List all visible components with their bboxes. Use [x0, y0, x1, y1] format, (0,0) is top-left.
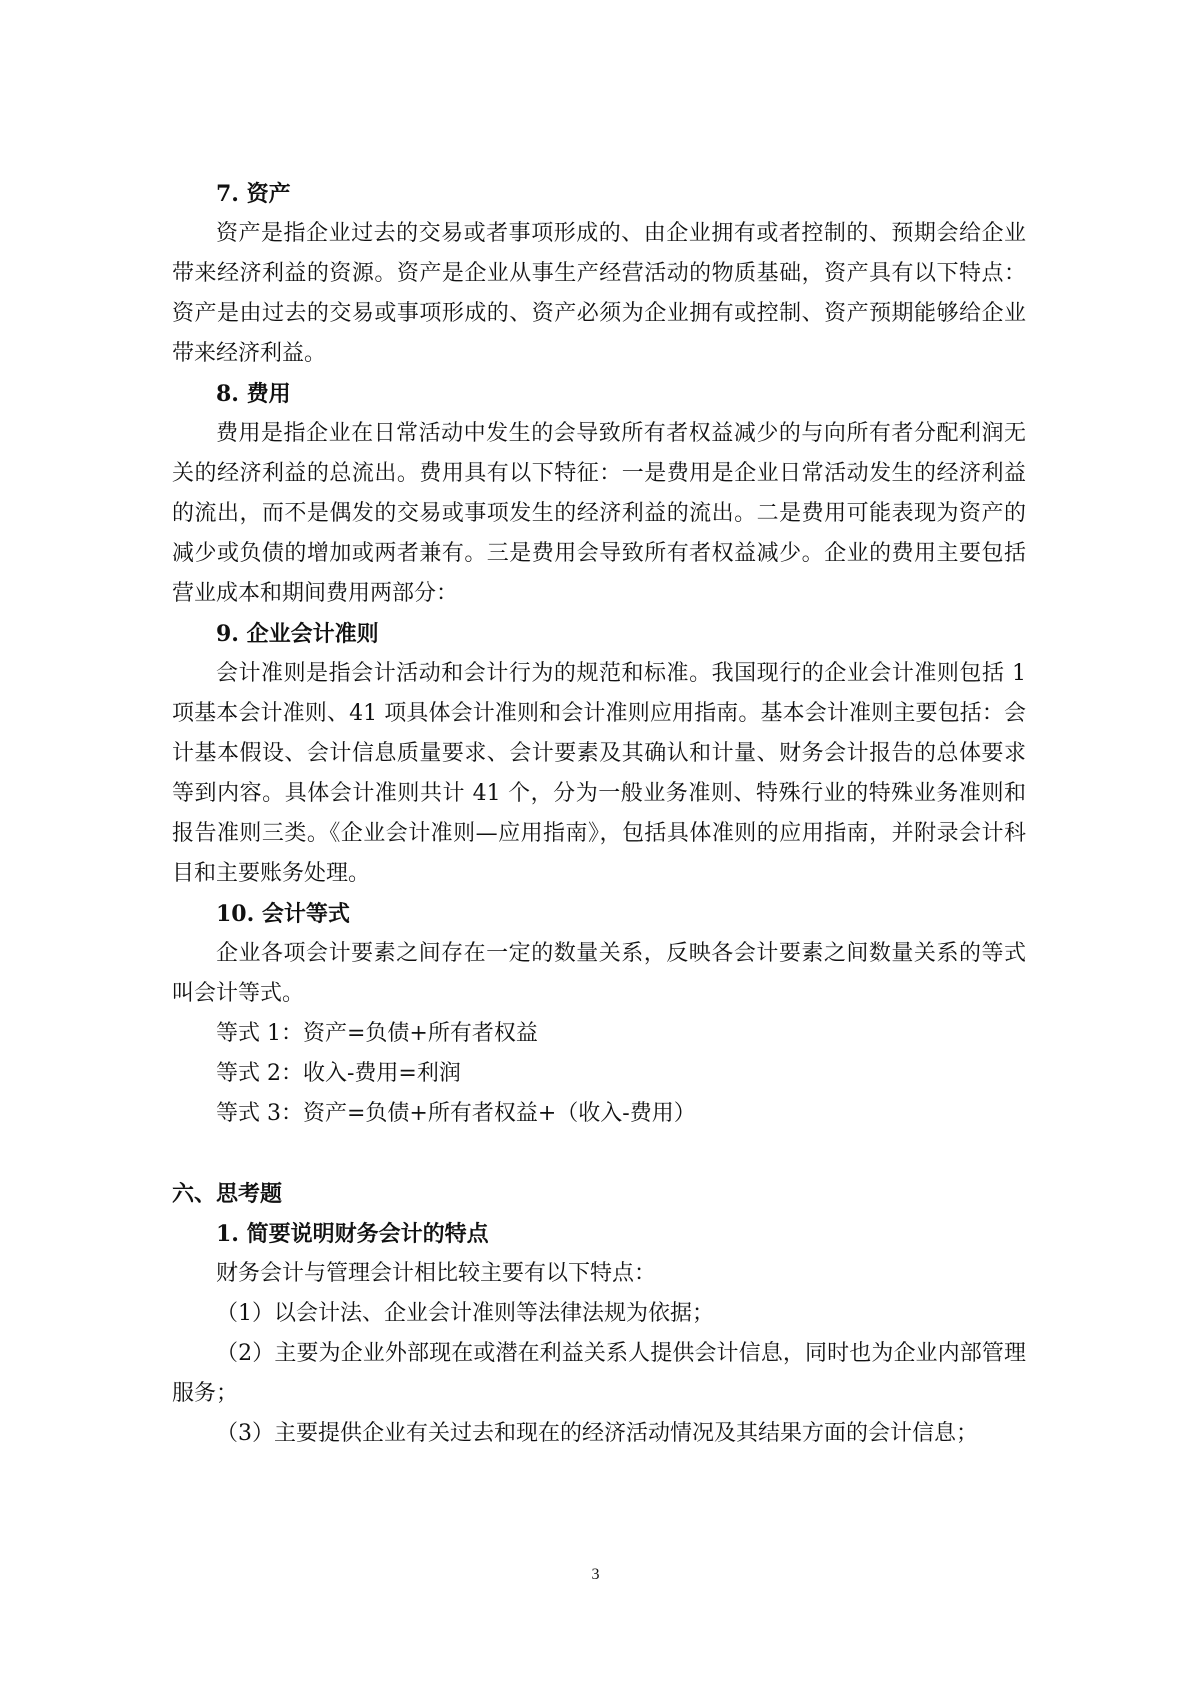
page-content — [172, 174, 1026, 1454]
paragraph-expense: 费用是指企业在日常活动中发生的会导致所有者权益减少的与向所有者分配利润无关的经济利益的总流出。费用具有以下特征：一是费用是企业日常活动发生的经济利益的流出，而不是偶发的交易或事项发生的经济利益的流出。二是费用可能表现为资产的减少或负债的增加或两者兼有。三是费用会导致所有者权益减少。企业的费用主要包括营业成本和期间费用两部分： — [172, 421, 1026, 606]
heading-asset: 7. 资产 — [216, 181, 291, 207]
heading-question-1: 1. 简要说明财务会计的特点 — [216, 1221, 489, 1247]
equation-line-2: 等式 2：收入-费用=利润 — [216, 1061, 461, 1086]
paragraph-accounting-standards: 会计准则是指会计活动和会计行为的规范和标准。我国现行的企业会计准则包括 1 项基本会计准则、41 项具体会计准则和会计准则应用指南。基本会计准则主要包括：会计基本假设、会计信息质量要求、会计要素及其确认和计量、财务会计报告的总体要求等到内容。具体会计准则共计 41 个，分为一般业务准则、特殊行业的特殊业务准则和报告准则三类。《企业会计准则—应用指南》，包括具体准则的应用指南，并附录会计科目和主要账务处理。 — [172, 661, 1026, 886]
section-spacer — [172, 1134, 1026, 1174]
equation-line-3: 等式 3：资产=负债+所有者权益+（收入-费用） — [216, 1101, 696, 1126]
question-1-item-2: （2）主要为企业外部现在或潜在利益关系人提供会计信息，同时也为企业内部管理服务； — [172, 1341, 1026, 1406]
heading-accounting-standards: 9. 企业会计准则 — [216, 621, 379, 647]
section-title-questions: 六、思考题 — [172, 1181, 283, 1207]
page-number: 3 — [591, 1566, 600, 1583]
equation-line-1: 等式 1：资产=负债+所有者权益 — [216, 1021, 538, 1046]
question-1-item-3: （3）主要提供企业有关过去和现在的经济活动情况及其结果方面的会计信息； — [216, 1421, 978, 1446]
paragraph-question-1-intro: 财务会计与管理会计相比较主要有以下特点： — [216, 1261, 657, 1286]
heading-accounting-equation: 10. 会计等式 — [216, 901, 350, 927]
paragraph-accounting-equation: 企业各项会计要素之间存在一定的数量关系，反映各会计要素之间数量关系的等式叫会计等式。 — [172, 941, 1026, 1006]
question-1-item-1: （1）以会计法、企业会计准则等法律法规为依据； — [216, 1301, 714, 1326]
paragraph-asset: 资产是指企业过去的交易或者事项形成的、由企业拥有或者控制的、预期会给企业带来经济利益的资源。资产是企业从事生产经营活动的物质基础，资产具有以下特点：资产是由过去的交易或事项形成的、资产必须为企业拥有或控制、资产预期能够给企业带来经济利益。 — [172, 221, 1026, 366]
heading-expense: 8. 费用 — [216, 381, 291, 407]
